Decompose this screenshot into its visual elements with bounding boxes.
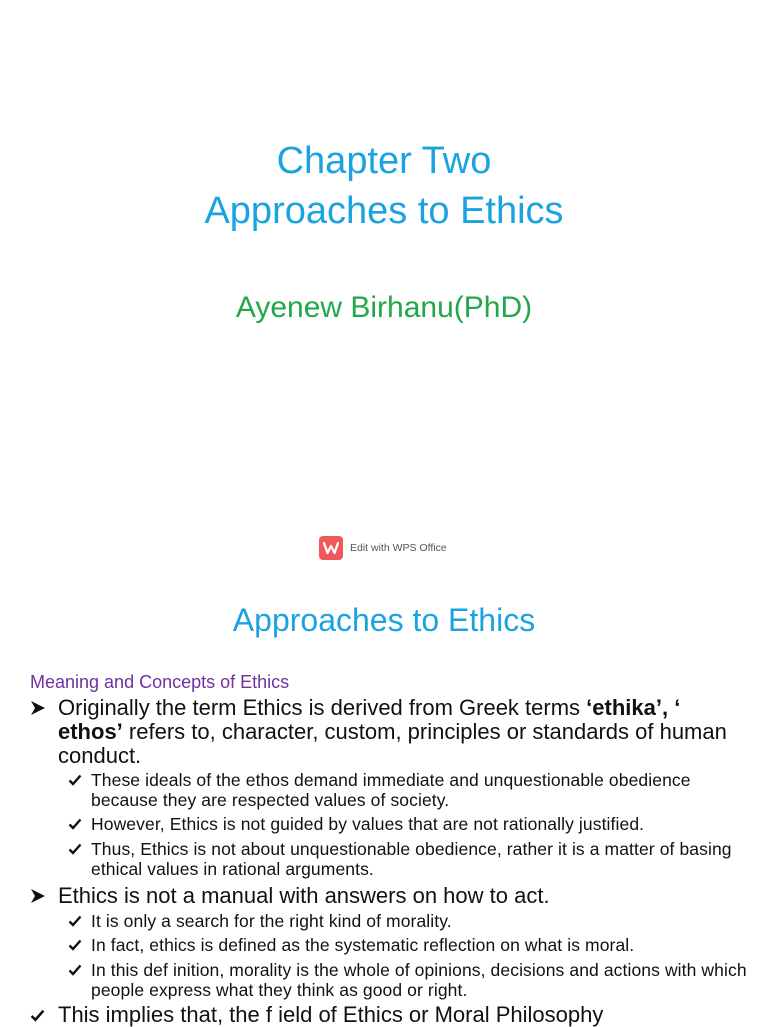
checkmark-icon: [68, 939, 82, 951]
sub-bullet: These ideals of the ethos demand immediate and unquestionable obedience because they are respected values of society.: [68, 770, 748, 810]
chapter-subtitle: Approaches to Ethics: [204, 190, 564, 232]
wps-logo-icon: [319, 536, 343, 560]
sub-bullet: However, Ethics is not guided by values that are not rationally justified.: [68, 814, 748, 834]
main-bullet: Ethics is not a manual with answers on how to act.: [30, 884, 750, 908]
author-name: Ayenew Birhanu(PhD): [235, 291, 533, 324]
checkmark-icon: [68, 843, 82, 855]
checkmark-icon: [68, 964, 82, 976]
arrow-bullet-icon: [30, 888, 46, 904]
sub-bullet: In this def inition, morality is the whole of opinions, decisions and actions with which people express what they think as good or right.: [68, 960, 748, 1000]
checkmark-icon: [68, 818, 82, 830]
checkmark-icon: [30, 1009, 45, 1022]
content-slide: [0, 580, 768, 1027]
sub-bullet: Thus, Ethics is not about unquestionable obedience, rather it is a matter of basing ethical values in rational arguments.: [68, 839, 748, 879]
section-heading: Meaning and Concepts of Ethics: [30, 672, 290, 692]
sub-bullet: It is only a search for the right kind of morality.: [68, 911, 748, 931]
chapter-title: Chapter Two: [276, 140, 492, 182]
wps-watermark[interactable]: [319, 536, 447, 560]
main-bullet: This implies that, the f ield of Ethics or Moral Philosophy: [30, 1003, 750, 1027]
sub-bullet: In fact, ethics is defined as the systematic reflection on what is moral.: [68, 935, 748, 955]
greek-terms: ‘ethika’, ‘ ethos’: [58, 695, 681, 744]
main-bullet: [30, 696, 750, 768]
checkmark-icon: [68, 774, 82, 786]
checkmark-icon: [68, 915, 82, 927]
arrow-bullet-icon: [30, 700, 46, 716]
slide-title: Approaches to Ethics: [232, 602, 536, 638]
wps-watermark-text: Edit with WPS Office: [350, 542, 447, 554]
bullet-text: Originally the term Ethics is derived from Greek terms ‘ethika’, ‘ ethos’ refers to, character, custom, principles or standards of human conduct.: [58, 695, 727, 768]
